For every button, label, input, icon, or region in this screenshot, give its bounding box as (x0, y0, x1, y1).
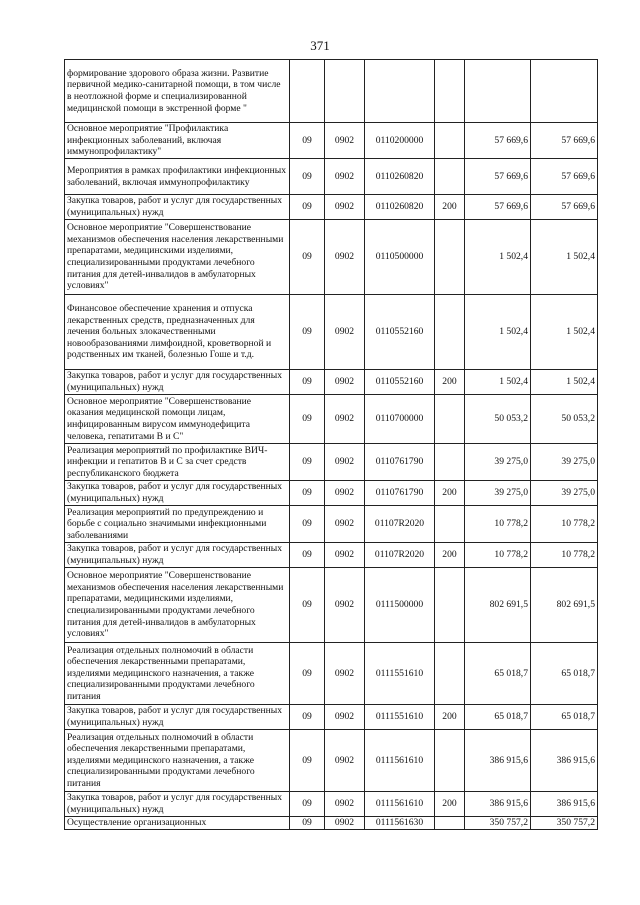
target-article-cell (365, 60, 435, 123)
subsection-code-cell: 0902 (325, 568, 365, 643)
expense-type-cell (435, 643, 465, 705)
amount-cell: 39 275,0 (531, 481, 598, 506)
table-row (65, 568, 598, 643)
row-name-cell: Закупка товаров, работ и услуг для государственных (муниципальных) нужд (65, 792, 290, 817)
expense-type-cell (435, 395, 465, 444)
expense-type-cell (435, 568, 465, 643)
section-code-cell: 09 (290, 159, 325, 195)
amount-cell (465, 60, 531, 123)
expense-type-cell (435, 295, 465, 370)
subsection-code-cell: 0902 (325, 817, 365, 830)
subsection-code-cell: 0902 (325, 370, 365, 395)
table-row (65, 792, 598, 817)
target-article-cell: 0110700000 (365, 395, 435, 444)
table-row (65, 123, 598, 159)
section-code-cell: 09 (290, 370, 325, 395)
amount-cell: 802 691,5 (465, 568, 531, 643)
subsection-code-cell: 0902 (325, 506, 365, 543)
subsection-code-cell: 0902 (325, 730, 365, 792)
expense-type-cell (435, 220, 465, 295)
table-row (65, 705, 598, 730)
amount-cell: 350 757,2 (465, 817, 531, 830)
amount-cell: 1 502,4 (465, 220, 531, 295)
expense-type-cell: 200 (435, 705, 465, 730)
row-name-cell: Реализация отдельных полномочий в области обеспечения лекарственными препаратами, изделиями медицинского назначения, а также специализированными продуктами лечебного питания (65, 730, 290, 792)
table-row (65, 444, 598, 481)
amount-cell: 386 915,6 (531, 792, 598, 817)
expense-type-cell (435, 444, 465, 481)
subsection-code-cell: 0902 (325, 123, 365, 159)
expense-type-cell (435, 123, 465, 159)
amount-cell: 1 502,4 (531, 370, 598, 395)
table-row (65, 159, 598, 195)
section-code-cell: 09 (290, 506, 325, 543)
amount-cell: 39 275,0 (465, 444, 531, 481)
expense-type-cell: 200 (435, 370, 465, 395)
row-name-cell: Финансовое обеспечение хранения и отпуска лекарственных средств, предназначенных для лечения больных злокачественными новообразованиями лимфоидной, кроветворной и родственных им тканей, болезнью Гоше и т.д. (65, 295, 290, 370)
amount-cell: 57 669,6 (465, 195, 531, 220)
target-article-cell: 0110500000 (365, 220, 435, 295)
section-code-cell: 09 (290, 705, 325, 730)
target-article-cell: 0111551610 (365, 705, 435, 730)
target-article-cell: 0111561630 (365, 817, 435, 830)
row-name-cell: Основное мероприятие "Совершенствование оказания медицинской помощи лицам, инфицированным вирусом иммунодефицита человека, гепатитами В и С" (65, 395, 290, 444)
table-row (65, 730, 598, 792)
row-name-cell: Закупка товаров, работ и услуг для государственных (муниципальных) нужд (65, 543, 290, 568)
table-row (65, 481, 598, 506)
table-row (65, 60, 598, 123)
row-name-cell: Основное мероприятие "Совершенствование механизмов обеспечения населения лекарственными препаратами, медицинскими изделиями, специализированными продуктами лечебного питания для детей-инвалидов в амбулаторных условиях" (65, 220, 290, 295)
row-name-cell: формирование здорового образа жизни. Развитие первичной медико-санитарной помощи, в том числе в неотложной форме и специализированной медицинской помощи в экстренной форме " (65, 60, 290, 123)
subsection-code-cell: 0902 (325, 705, 365, 730)
section-code-cell: 09 (290, 195, 325, 220)
amount-cell: 386 915,6 (465, 792, 531, 817)
amount-cell: 10 778,2 (465, 506, 531, 543)
amount-cell: 65 018,7 (531, 705, 598, 730)
section-code-cell: 09 (290, 792, 325, 817)
table-row (65, 643, 598, 705)
subsection-code-cell: 0902 (325, 643, 365, 705)
amount-cell: 65 018,7 (465, 643, 531, 705)
expense-type-cell (435, 60, 465, 123)
expense-type-cell (435, 159, 465, 195)
target-article-cell: 0111551610 (365, 643, 435, 705)
table-row (65, 195, 598, 220)
table-row (65, 395, 598, 444)
amount-cell: 10 778,2 (531, 506, 598, 543)
target-article-cell: 0110552160 (365, 295, 435, 370)
amount-cell: 50 053,2 (531, 395, 598, 444)
subsection-code-cell: 0902 (325, 444, 365, 481)
section-code-cell: 09 (290, 220, 325, 295)
section-code-cell: 09 (290, 730, 325, 792)
target-article-cell: 0111500000 (365, 568, 435, 643)
expense-type-cell: 200 (435, 481, 465, 506)
subsection-code-cell: 0902 (325, 159, 365, 195)
row-name-cell: Основное мероприятие "Совершенствование механизмов обеспечения населения лекарственными препаратами, медицинскими изделиями, специализированными продуктами лечебного питания для детей-инвалидов в амбулаторных условиях" (65, 568, 290, 643)
table-row (65, 370, 598, 395)
target-article-cell: 0110260820 (365, 159, 435, 195)
subsection-code-cell: 0902 (325, 481, 365, 506)
subsection-code-cell: 0902 (325, 295, 365, 370)
amount-cell: 57 669,6 (465, 159, 531, 195)
row-name-cell: Реализация мероприятий по профилактике ВИЧ-инфекции и гепатитов В и С за счет средств республиканского бюджета (65, 444, 290, 481)
target-article-cell: 0110761790 (365, 481, 435, 506)
budget-table-body (65, 60, 598, 830)
subsection-code-cell: 0902 (325, 220, 365, 295)
amount-cell: 50 053,2 (465, 395, 531, 444)
target-article-cell: 0111561610 (365, 792, 435, 817)
section-code-cell: 09 (290, 543, 325, 568)
subsection-code-cell: 0902 (325, 395, 365, 444)
expense-type-cell (435, 817, 465, 830)
section-code-cell: 09 (290, 643, 325, 705)
amount-cell: 1 502,4 (531, 295, 598, 370)
target-article-cell: 01107R2020 (365, 543, 435, 568)
amount-cell: 386 915,6 (465, 730, 531, 792)
target-article-cell: 0110260820 (365, 195, 435, 220)
row-name-cell: Основное мероприятие "Профилактика инфекционных заболеваний, включая иммунопрофилактику" (65, 123, 290, 159)
section-code-cell: 09 (290, 481, 325, 506)
section-code-cell: 09 (290, 817, 325, 830)
amount-cell: 1 502,4 (465, 295, 531, 370)
section-code-cell (290, 60, 325, 123)
amount-cell: 350 757,2 (531, 817, 598, 830)
row-name-cell: Закупка товаров, работ и услуг для государственных (муниципальных) нужд (65, 370, 290, 395)
expense-type-cell (435, 730, 465, 792)
amount-cell: 65 018,7 (531, 643, 598, 705)
row-name-cell: Закупка товаров, работ и услуг для государственных (муниципальных) нужд (65, 481, 290, 506)
subsection-code-cell: 0902 (325, 792, 365, 817)
expense-type-cell (435, 506, 465, 543)
amount-cell: 65 018,7 (465, 705, 531, 730)
amount-cell: 57 669,6 (465, 123, 531, 159)
row-name-cell: Реализация мероприятий по предупреждению и борьбе с социально значимыми инфекционными заболеваниями (65, 506, 290, 543)
target-article-cell: 0110552160 (365, 370, 435, 395)
row-name-cell: Мероприятия в рамках профилактики инфекционных заболеваний, включая иммунопрофилактику (65, 159, 290, 195)
page-number: 371 (310, 38, 330, 53)
table-row (65, 220, 598, 295)
expense-type-cell: 200 (435, 195, 465, 220)
subsection-code-cell (325, 60, 365, 123)
amount-cell: 1 502,4 (531, 220, 598, 295)
amount-cell: 39 275,0 (531, 444, 598, 481)
subsection-code-cell: 0902 (325, 195, 365, 220)
amount-cell: 57 669,6 (531, 195, 598, 220)
amount-cell: 802 691,5 (531, 568, 598, 643)
table-row (65, 543, 598, 568)
section-code-cell: 09 (290, 395, 325, 444)
row-name-cell: Осуществление организационных (65, 817, 290, 830)
row-name-cell: Закупка товаров, работ и услуг для государственных (муниципальных) нужд (65, 195, 290, 220)
amount-cell: 10 778,2 (531, 543, 598, 568)
amount-cell: 57 669,6 (531, 159, 598, 195)
subsection-code-cell: 0902 (325, 543, 365, 568)
amount-cell: 1 502,4 (465, 370, 531, 395)
table-row (65, 506, 598, 543)
amount-cell: 386 915,6 (531, 730, 598, 792)
amount-cell: 57 669,6 (531, 123, 598, 159)
expense-type-cell: 200 (435, 792, 465, 817)
amount-cell: 10 778,2 (465, 543, 531, 568)
section-code-cell: 09 (290, 568, 325, 643)
section-code-cell: 09 (290, 444, 325, 481)
row-name-cell: Реализация отдельных полномочий в области обеспечения лекарственными препаратами, изделиями медицинского назначения, а также специализированными продуктами лечебного питания (65, 643, 290, 705)
target-article-cell: 0110761790 (365, 444, 435, 481)
target-article-cell: 0111561610 (365, 730, 435, 792)
target-article-cell: 01107R2020 (365, 506, 435, 543)
section-code-cell: 09 (290, 123, 325, 159)
amount-cell (531, 60, 598, 123)
table-row (65, 295, 598, 370)
target-article-cell: 0110200000 (365, 123, 435, 159)
expense-type-cell: 200 (435, 543, 465, 568)
budget-table (64, 59, 598, 830)
table-row (65, 817, 598, 830)
row-name-cell: Закупка товаров, работ и услуг для государственных (муниципальных) нужд (65, 705, 290, 730)
amount-cell: 39 275,0 (465, 481, 531, 506)
section-code-cell: 09 (290, 295, 325, 370)
